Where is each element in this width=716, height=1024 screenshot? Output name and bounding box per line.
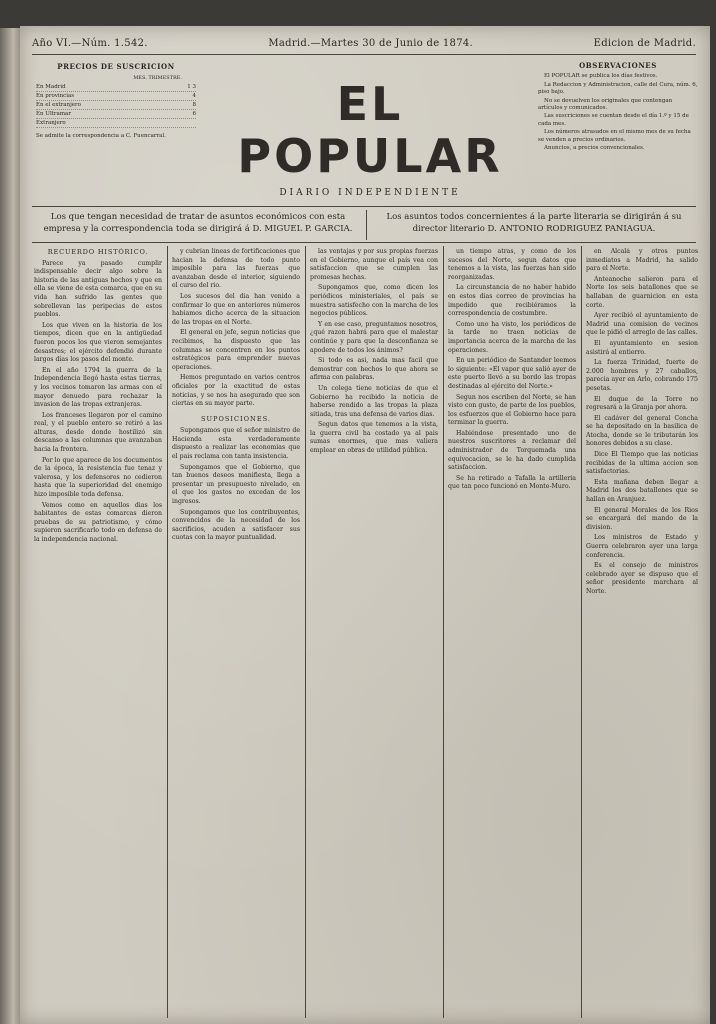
article-paragraph: un tiempo atras, y como de los sucesos del Norte, segun datos que tenemos a la vista, las fuerzas han sido reorganizadas. — [448, 248, 576, 281]
place-date: Madrid.—Martes 30 de Junio de 1874. — [268, 38, 474, 49]
article-paragraph: Hemos preguntado en varios centros oficiales por la exactitud de estas noticias, y se nos ha asegurado que son ciertas en su mayor parte. — [172, 374, 300, 408]
article-paragraph: Supongamos que el señor ministro de Hacienda esta verdaderamente dispuesto a realizar las economias que el pais reclama con tanta insistencia. — [172, 427, 300, 461]
subscription-row-value: 8 — [192, 102, 196, 108]
subscription-row-label: En provincias — [36, 93, 75, 99]
masthead — [210, 78, 530, 198]
notice-divider — [366, 210, 367, 240]
article-paragraph: Segun datos que tenemos a la vista, la guerra civil ha costado ya al pais sumas enormes, que mas valiera emplear en obras de utilidad pública. — [310, 421, 438, 455]
column-1 — [34, 248, 162, 1018]
article-paragraph: El duque de la Torre no regresará a la Granja por ahora. — [586, 395, 698, 412]
column-3 — [310, 248, 438, 1018]
column-4-body — [448, 248, 576, 492]
column-1-heading: RECUERDO HISTÓRICO. — [47, 248, 149, 256]
article-paragraph: Anteanoche salieron para el Norte los seis batallones que se hallaban de guarnicion en esta corte. — [586, 275, 698, 309]
subscription-row-label: En Ultramar — [36, 111, 71, 117]
article-paragraph: Los ministros de Estado y Guerra celebraron ayer una larga conferencia. — [586, 534, 698, 559]
article-paragraph: La fuerza Trinidad, fuerte de 2.000 hombres y 27 caballos, parecia ayer en Arlo, cobrando 175 pesetas. — [586, 359, 698, 392]
article-paragraph: Si todo es asi, nada mas facil que demostrar con hechos lo que ahora se afirma con palabras. — [310, 357, 438, 382]
header-rule — [32, 54, 696, 55]
subscription-note: Se admite la correspondencia a C. Fuencarral. — [36, 133, 166, 139]
observation-line: Los números atrasados en el mismo mes de su fecha se venden a precios ordinarios. — [538, 129, 691, 143]
column-5-body — [586, 248, 698, 597]
subscription-row-label: Extranjero — [36, 120, 66, 126]
article-paragraph: El ayuntamiento en sesion asistirá al entierro. — [586, 339, 698, 356]
column-divider-4 — [581, 246, 582, 1018]
subscription-prices — [36, 62, 196, 172]
subscription-row — [36, 101, 196, 110]
article-paragraph: En un periódico de Santander leemos lo siguiente: «El vapor que salió ayer de este puerto llevó a su bordo las tropas destinadas al ejército del Norte.» — [448, 357, 576, 390]
column-2-body-continued — [172, 427, 300, 543]
observation-line: No se devuelven los originales que contengan artículos y comunicados. — [538, 97, 673, 112]
observations-box — [538, 62, 698, 182]
article-paragraph: Ayer recibió el ayuntamiento de Madrid una comision de vecinos que le pidió el arreglo de las calles. — [586, 312, 698, 337]
article-paragraph: Supongamos que, como dicen los periódicos ministeriales, el país se muestra satisfecho con la marcha de los negocios públicos. — [310, 284, 438, 318]
article-paragraph: en Alcalá y otros puntos inmediatos a Madrid, ha salido para el Norte. — [586, 248, 698, 273]
article-paragraph: El general Morales de los Rios se encargará del mando de la division. — [586, 506, 698, 531]
column-3-body — [310, 248, 438, 456]
article-paragraph: Los franceses llegaron por el camino real, y el pueblo entero se retiró a las alturas, desde donde hostilizó sin descanso a las columnas que avanzaban hacia la frontera. — [34, 411, 162, 454]
newspaper-title: EL POPULAR — [237, 77, 503, 183]
previous-page-edge — [0, 28, 22, 1024]
article-paragraph: El cadáver del general Concha se ha depositado en la basilica de Atocha, donde se le tributarán los honores debidos a su clase. — [586, 414, 698, 448]
subscription-row-label: En el extranjero — [36, 102, 81, 108]
edition: Edicion de Madrid. — [593, 38, 696, 49]
article-paragraph: Un colega tiene noticias de que el Gobierno ha recibido la noticia de haberse rendido a las tropas la plaza sitiada, tras una defensa de varios dias. — [310, 384, 438, 418]
subscription-row-value: 6 — [192, 111, 196, 117]
observation-line: Anuncios, a precios convencionales. — [544, 145, 645, 152]
article-paragraph: Por lo que aparece de los documentos de la época, la resistencia fue tenaz y valerosa, y los defensores no cedieron hasta que la superioridad del enemigo hizo imposible toda defensa. — [34, 456, 162, 499]
notice-right: Los asuntos todos concernientes á la parte literaria se dirigirán á su director literario D. ANTONIO RODRIGUEZ PANIAGUA. — [386, 212, 682, 234]
article-paragraph: Habiéndose presentado uno de nuestros suscritores a reclamar del administrador de Torquemada una equivocacion, se le ha dado cumplida satisfaccion. — [448, 429, 576, 472]
observations-lines — [538, 73, 698, 152]
observations-title: OBSERVACIONES — [579, 61, 657, 70]
article-paragraph: Vemos como en aquellos dias los habitantes de estas comarcas dieron pruebas de su patriotismo, y cómo supieron sacrificarlo todo en defensa de la independencia nacional. — [34, 501, 162, 543]
article-paragraph: Supongamos que el Gobierno, que tan buenos deseos manifiesta, llega a presentar un presupuesto nivelado, en el que los gastos no excedan de los ingresos. — [172, 463, 300, 506]
subscription-row — [36, 83, 196, 92]
article-paragraph: Los sucesos del dia han venido a confirmar lo que en anteriores números habiamos dicho acerca de la situacion de las tropas en el Norte. — [172, 292, 300, 326]
notice-left: Los que tengan necesidad de tratar de asuntos económicos con esta empresa y la correspondencia toda se dirigirá á D. MIGUEL P. GARCIA. — [43, 212, 353, 234]
article-paragraph: Supongamos que los contribuyentes, convencidos de la necesidad de los sacrificios, acuden a satisfacer sus cuotas con la mayor puntualidad. — [172, 508, 300, 542]
article-paragraph: Es el consejo de ministros celebrado ayer se dispuso que el señor presidente marchara al Norte. — [586, 562, 698, 595]
subscription-row-label: En Madrid — [36, 84, 66, 90]
article-paragraph: Se ha retirado a Tafalla la artilleria que tan poco funcionó en Monte-Muro. — [448, 474, 576, 491]
column-4 — [448, 248, 576, 1018]
column-5 — [586, 248, 698, 1018]
observation-line: Las suscriciones se cuentan desde el día 1.º y 15 de cada mes. — [538, 113, 689, 127]
article-paragraph: y cubrían lineas de fortificaciones que hacian la defensa de todo punto imposible para las fuerzas que avanzaban desde el interior, siguiendo el curso del rio. — [172, 248, 300, 290]
notice-top-rule — [32, 206, 696, 207]
column-divider-3 — [443, 246, 444, 1018]
subscription-row — [36, 110, 196, 119]
article-paragraph: La circunstancia de no haber habido en estos dias correo de provincias ha impedido que recibiéramos la correspondencia de costumbre. — [448, 284, 576, 318]
column-divider-1 — [167, 246, 168, 1018]
subscription-row — [36, 119, 196, 128]
newspaper-tagline: DIARIO INDEPENDIENTE — [279, 188, 461, 198]
article-paragraph: Y en ese caso, preguntamos nosotros, ¿qué razon habrá para que el malestar continúe y para que la desconfianza se apodere de todos los ánimos? — [310, 320, 438, 354]
article-paragraph: Parece ya pasado cumplir indispensable decir algo sobre la historia de las antiguas hechos y que en ella se viene de esta comarca, que en su vida han sufrido las gentes que sobrellevan las peripecias de estos pueblos. — [34, 259, 162, 319]
subscription-column-labels: MES. TRIMESTRE. — [133, 75, 182, 81]
article-paragraph: Segun nos escriben del Norte, se han visto con gusto, de parte de los pueblos, los esfuerzos que el Gobierno hace para terminar la guerra. — [448, 393, 576, 427]
article-paragraph: Dice El Tiempo que las noticias recibidas de la ultima accion son satisfactorias. — [586, 451, 698, 476]
subscription-rows — [36, 83, 196, 128]
column-2-subheading: SUPOSICIONES. — [200, 414, 272, 423]
notice-bottom-rule — [32, 242, 696, 243]
subscription-title: PRECIOS DE SUSCRICION — [57, 62, 175, 71]
article-paragraph: Los que viven en la historia de los tiempos, dicen que en la antigüedad fueron pocos los que vieron semejantes desastres; el ejército defendió durante largos días los pasos del monte. — [34, 321, 162, 364]
article-paragraph: Esta mañana deben llegar a Madrid los dos batallones que se hallan en Aranjuez. — [586, 478, 698, 504]
observation-line: El POPULAR se publica los días festivos. — [544, 73, 658, 80]
subscription-row-value: 4 — [192, 93, 196, 99]
article-paragraph: El general en jefe, segun noticias que recibimos, ha dispuesto que las columnas se concentren en los puntos estratégicos para emprender nuevas operaciones. — [172, 329, 300, 371]
subscription-row — [36, 92, 196, 101]
issue-number: Año VI.—Núm. 1.542. — [32, 38, 148, 49]
article-paragraph: En el año 1794 la guerra de la Independencia llegó hasta estas tierras, y los vecinos tomaron las armas con el mayor denuedo para rechazar la invasion de las tropas extranjeras. — [34, 366, 162, 409]
article-paragraph: Como uno ha visto, los periódicos de la tarde no traen noticias de importancia acerca de la marcha de las operaciones. — [448, 320, 576, 354]
observation-line: La Redaccion y Administracion, calle del Cura, núm. 6, piso bajo. — [538, 81, 698, 96]
column-2 — [172, 248, 300, 1018]
column-1-body — [34, 260, 162, 545]
dateline — [32, 38, 696, 49]
column-divider-2 — [305, 246, 306, 1018]
column-2-body — [172, 248, 300, 409]
newspaper-page — [20, 26, 710, 1024]
subscription-row-value: 1 3 — [187, 84, 196, 90]
article-paragraph: las ventajas y por sus propias fuerzas en el Gobierno, aunque el país vea con satisfaccion que se cumplen las promesas hechas. — [310, 248, 438, 281]
